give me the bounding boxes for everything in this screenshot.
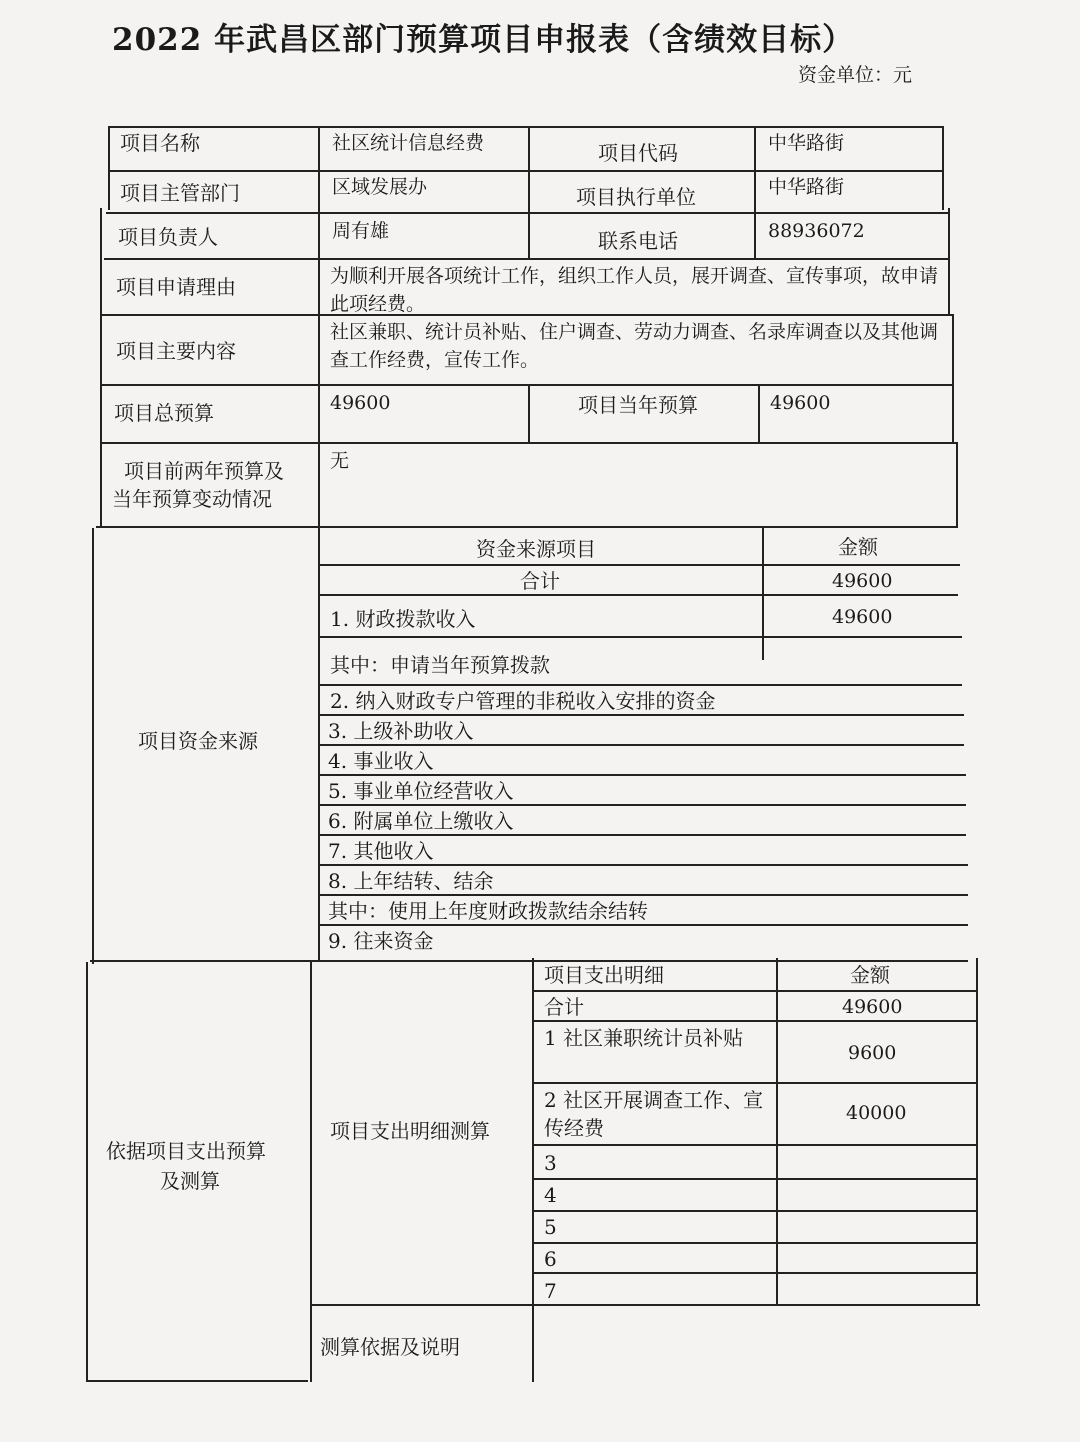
expenditure-row-amount: 9600 [848, 1042, 897, 1064]
expenditure-row-label: 5 [544, 1215, 557, 1239]
project-code-value: 中华路街 [768, 132, 845, 154]
expenditure-row-label: 7 [544, 1279, 557, 1303]
funding-row-label: 合计 [520, 569, 560, 593]
leader-label: 项目负责人 [118, 225, 218, 249]
year-budget-value: 49600 [770, 392, 831, 414]
prev-budget-label-line2: 当年预算变动情况 [112, 487, 272, 511]
expenditure-row-amount: 49600 [842, 996, 903, 1018]
reason-value: 为顺利开展各项统计工作，组织工作人员，展开调查、宣传事项，故申请此项经费。 [330, 265, 939, 315]
expenditure-row-label: 1 社区兼职统计员补贴 [544, 1026, 744, 1050]
currency-unit: 资金单位：元 [798, 64, 913, 86]
funding-row-label: 1. 财政拨款收入 [330, 607, 476, 631]
exec-unit-value: 中华路街 [768, 176, 845, 198]
funding-row-label: 7. 其他收入 [328, 839, 434, 863]
expenditure-row-amount: 40000 [846, 1102, 907, 1124]
year-budget-label: 项目当年预算 [578, 393, 698, 417]
funding-row-label: 8. 上年结转、结余 [328, 869, 494, 893]
exec-unit-label: 项目执行单位 [576, 185, 696, 209]
reason-label: 项目申请理由 [116, 275, 236, 299]
phone-value: 88936072 [768, 220, 865, 242]
content-label: 项目主要内容 [116, 339, 236, 363]
project-name-value: 社区统计信息经费 [332, 132, 485, 154]
funding-row-label: 其中：申请当年预算拨款 [330, 653, 550, 677]
expenditure-row-label: 3 [544, 1151, 557, 1175]
funding-col-source: 资金来源项目 [476, 537, 596, 561]
phone-label: 联系电话 [598, 229, 678, 253]
prev-budget-value: 无 [330, 450, 350, 472]
funding-section-label: 项目资金来源 [138, 729, 258, 753]
expenditure-section-label-line1: 依据项目支出预算 [106, 1139, 266, 1163]
funding-row-label: 其中：使用上年度财政拨款结余结转 [328, 899, 648, 923]
expenditure-col-amount: 金额 [850, 963, 890, 987]
funding-row-label: 6. 附属单位上缴收入 [328, 809, 514, 833]
funding-row-label: 5. 事业单位经营收入 [328, 779, 514, 803]
total-budget-label: 项目总预算 [114, 401, 214, 425]
project-name-label: 项目名称 [120, 131, 200, 155]
expenditure-row-label: 4 [544, 1183, 557, 1207]
funding-row-label: 2. 纳入财政专户管理的非税收入安排的资金 [330, 689, 716, 713]
dept-label: 项目主管部门 [120, 181, 240, 205]
page-title: 2022 年武昌区部门预算项目申报表（含绩效目标） [112, 22, 855, 58]
expenditure-col-detail: 项目支出明细 [544, 963, 664, 987]
calc-label: 项目支出明细测算 [330, 1119, 490, 1143]
dept-value: 区域发展办 [332, 176, 428, 198]
funding-row-label: 4. 事业收入 [328, 749, 434, 773]
expenditure-row-label: 6 [544, 1247, 557, 1271]
expenditure-row-label: 合计 [544, 995, 584, 1019]
funding-col-amount: 金额 [838, 535, 878, 559]
basis-label: 测算依据及说明 [320, 1335, 460, 1359]
expenditure-row-label: 2 社区开展调查工作、宣传经费 [544, 1088, 764, 1140]
funding-row-amount: 49600 [832, 606, 893, 628]
funding-row-amount: 49600 [832, 570, 893, 592]
leader-value: 周有雄 [332, 220, 390, 242]
project-code-label: 项目代码 [598, 141, 678, 165]
funding-row-label: 3. 上级补助收入 [328, 719, 474, 743]
prev-budget-label-line1: 项目前两年预算及 [124, 459, 284, 483]
content-value: 社区兼职、统计员补贴、住户调查、劳动力调查、名录库调查以及其他调查工作经费，宣传工作。 [330, 321, 939, 371]
funding-row-label: 9. 往来资金 [328, 929, 434, 953]
total-budget-value: 49600 [330, 392, 391, 414]
expenditure-section-label-line2: 及测算 [160, 1169, 220, 1193]
